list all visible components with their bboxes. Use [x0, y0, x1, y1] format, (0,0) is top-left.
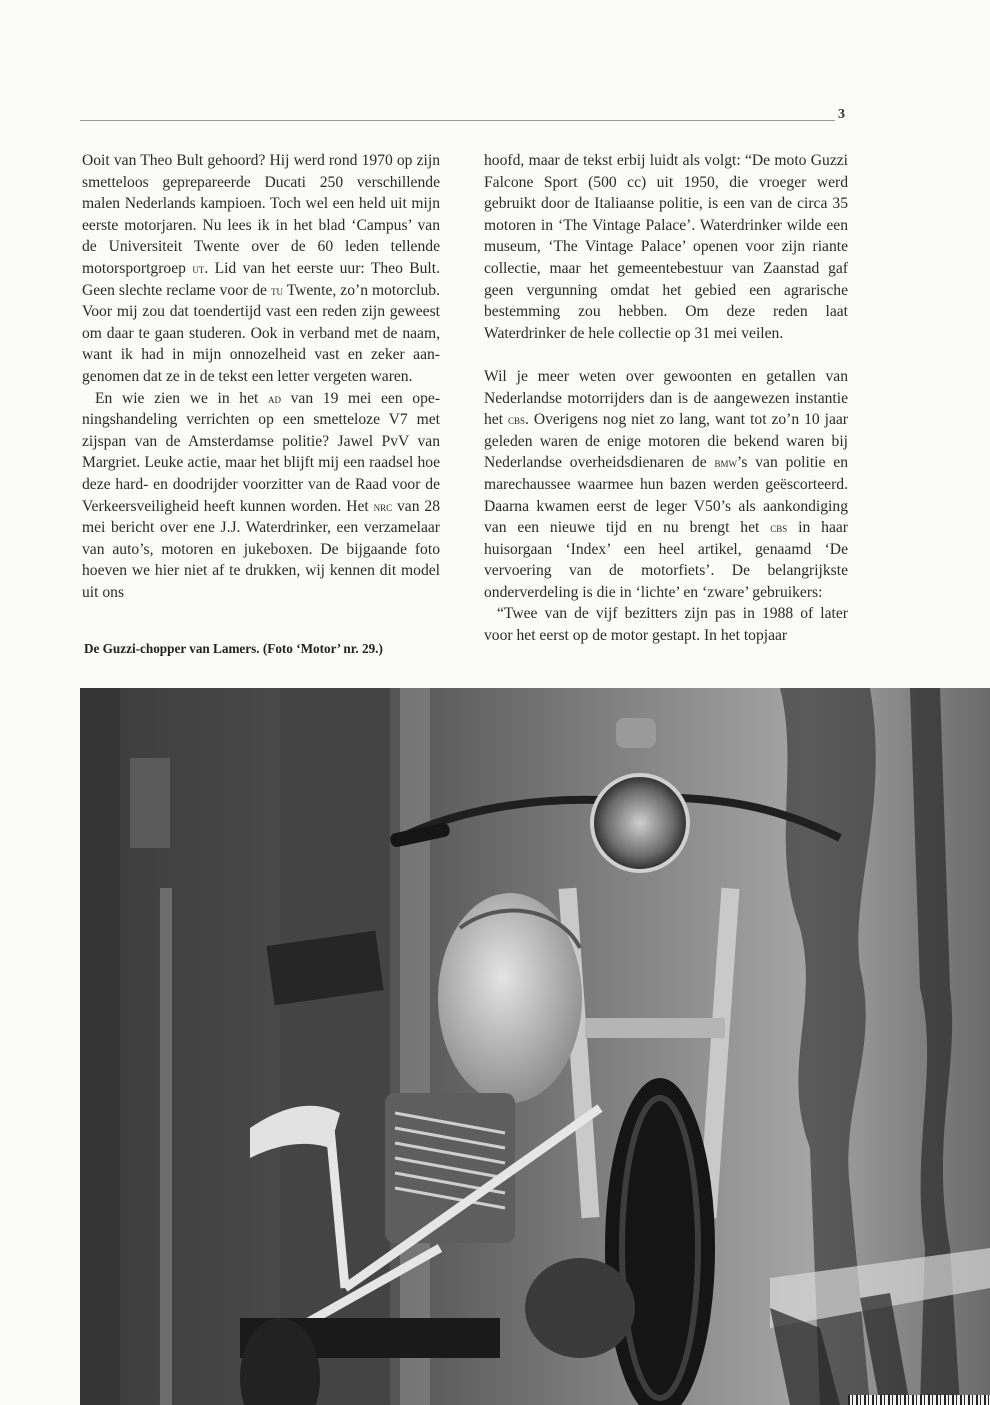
paragraph: “Twee van de vijf bezitters zijn pas in 1988 of later voor het eerst op de motor gestapt. In het topjaar [484, 605, 848, 645]
paragraph: Wil je meer weten over gewoonten en getallen van Nederlandse motorrijders dan is de aangewezen instantie het cbs. Overigens nog niet zo lang, want tot zo’n 10 jaar geleden waren de enige motoren die bekend waren bij Nederlandse overheidsdienaren de bmw’s van politie en marechaussee waarmee hun bazen werden geëscorteerd. Daarna kwamen eerst de leger V50’s als aankondiging van een nieuwe tijd en nu brengt het cbs in haar huisorgaan ‘Index’ een heel artikel, genaamd ‘De vervoering van de motorfiets’. De belangrijkste onderverdeling is die in ‘lichte’ en ‘zware’ gebruikers: [484, 367, 848, 601]
left-column [82, 150, 440, 603]
photo-caption: De Guzzi-chopper van Lamers. (Foto ‘Motor’ nr. 29.) [84, 641, 383, 656]
paragraph: En wie zien we in het ad van 19 mei een openingshandeling verrichten op een smetteloze V7 met zijspan van de Amsterdamse politie? Jawel PvV van Margriet. Leuke actie, maar het blijft mij een raadsel hoe deze hard- en doodrijder voorzitter van de Raad voor de Verkeersveiligheid heeft kunnen worden. Het nrc van 28 mei bericht over ene J.J. Waterdrinker, een verzamelaar van auto’s, motoren en jukeboxen. De bijgaande foto hoeven we hier niet af te drukken, wij kennen dit model uit ons [82, 389, 441, 601]
right-column [484, 150, 848, 647]
motorcycle-photo [80, 688, 990, 1405]
header-rule [80, 120, 835, 121]
barcode-strip [848, 1395, 990, 1405]
motorcycle-illustration [80, 688, 990, 1405]
paragraph: hoofd, maar de tekst erbij luidt als volgt: “De moto Guzzi Falcone Sport (500 cc) uit 1950, die vroeger werd gebruikt door de Italiaanse politie, is een van de circa 35 motoren in ‘The Vintage Palace’. Waterdrinker wilde een museum, ‘The Vintage Palace’ openen voor zijn riante collectie, maar het gemeentebestuur van Zaanstad gaf geen vergunning omdat het gebied een agrarische bestemming zou hebben. Om deze reden laat Waterdrinker de hele collectie op 31 mei veilen. [484, 152, 848, 342]
page-number: 3 [838, 107, 845, 122]
paragraph: Ooit van Theo Bult gehoord? Hij werd rond 1970 op zijn smetteloos geprepareerde Ducati 250 verschillende malen Nederlands kampioen. Toch wel een held uit mijn eerste motorjaren. Nu lees ik in het blad ‘Campus’ van de Universiteit Twente over de 60 leden tellende motorsportgroep ut. Lid van het eerste uur: Theo Bult. Geen slechte reclame voor de tu Twente, zo’n motorclub. Voor mij zou dat toendertijd vast een reden zijn geweest om daar te gaan studeren. Ook in verband met de naam, want ik had in mijn onnozelheid vast en zeker aangenomen dat ze in de tekst een letter vergeten waren. [82, 152, 441, 385]
